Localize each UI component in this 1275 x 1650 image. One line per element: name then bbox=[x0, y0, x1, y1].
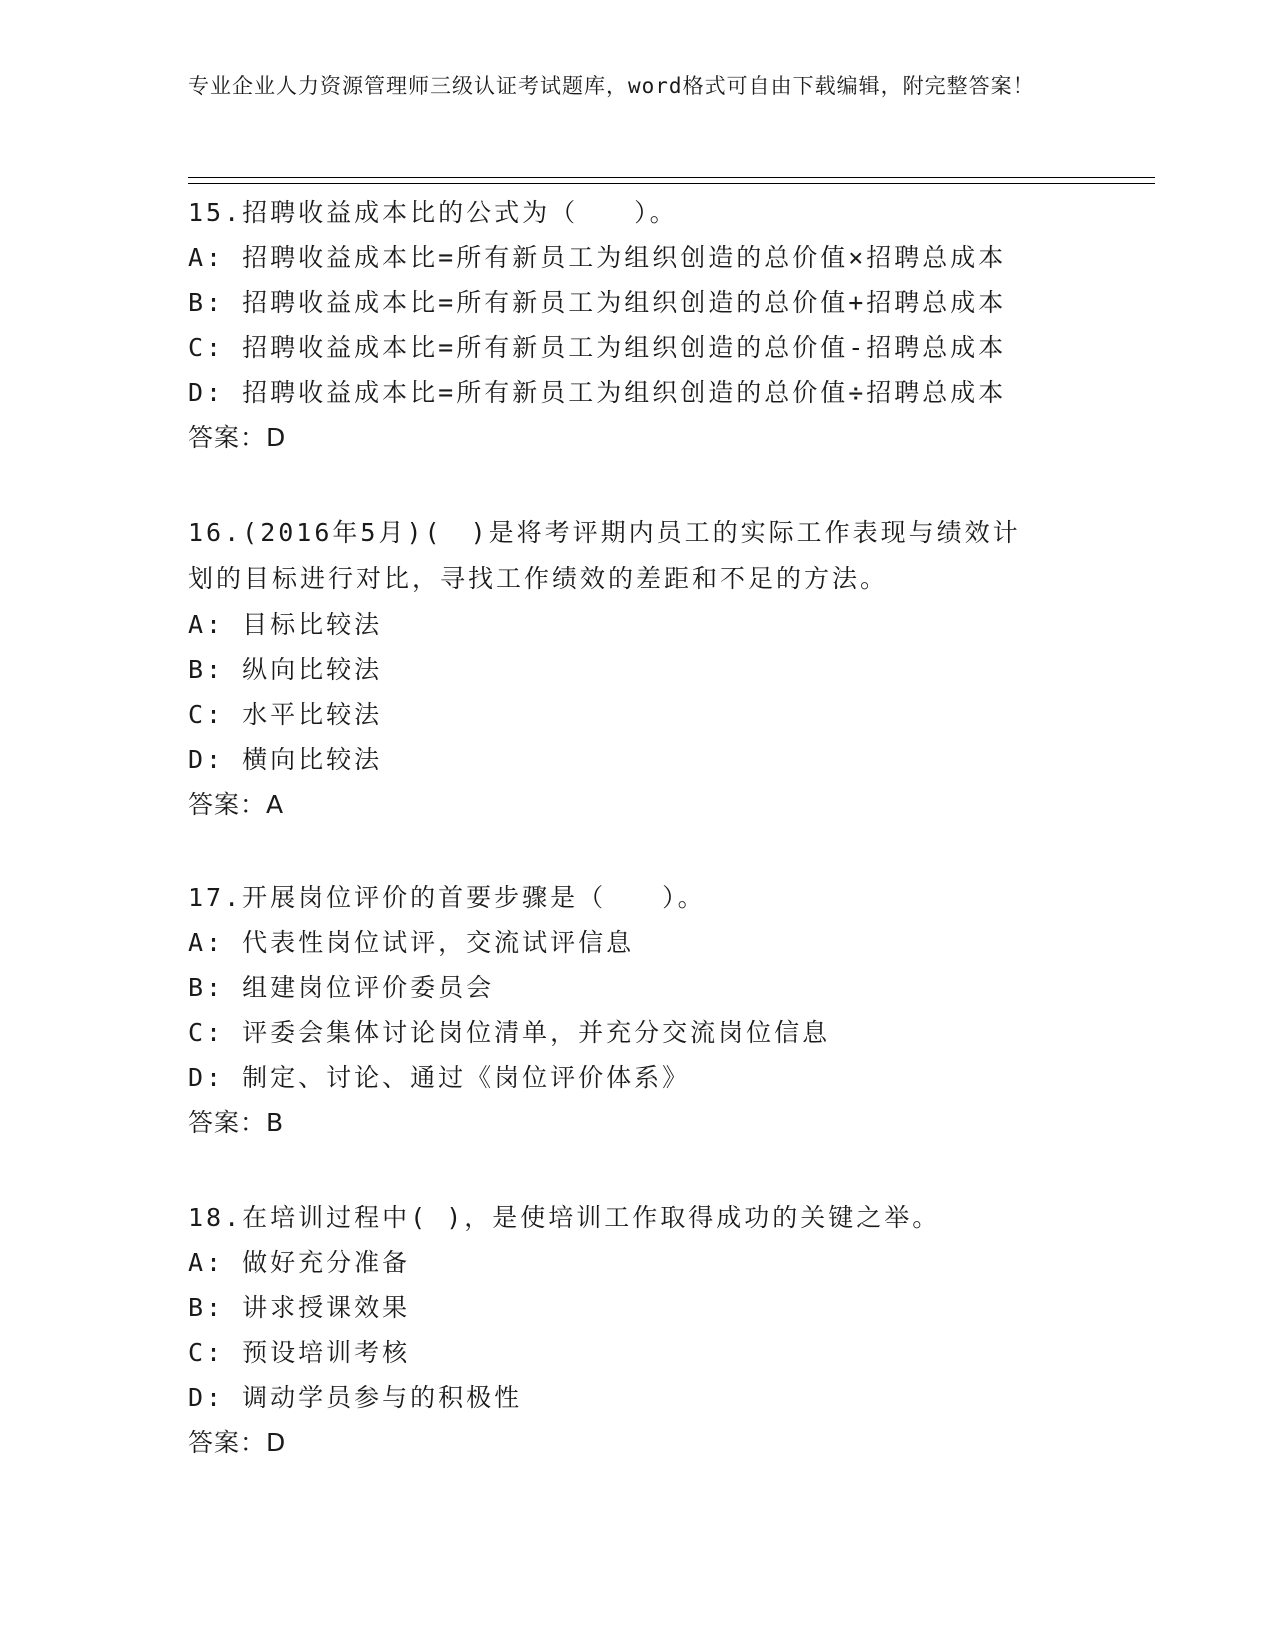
option-d: D: 制定、讨论、通过《岗位评价体系》 bbox=[188, 1063, 691, 1092]
question-stem: 15.招聘收益成本比的公式为（ ）。 bbox=[188, 198, 678, 227]
answer: 答案：D bbox=[188, 1428, 287, 1457]
option-b: B: 招聘收益成本比=所有新员工为组织创造的总价值+招聘总成本 bbox=[188, 288, 1007, 317]
answer: 答案：A bbox=[188, 790, 285, 819]
answer: 答案：B bbox=[188, 1108, 285, 1137]
document-header: 专业企业人力资源管理师三级认证考试题库，word格式可自由下载编辑，附完整答案！ bbox=[188, 74, 1035, 98]
header-divider-top bbox=[188, 177, 1155, 178]
option-a: A: 做好充分准备 bbox=[188, 1248, 411, 1277]
question-16 bbox=[188, 510, 1088, 828]
option-d: D: 招聘收益成本比=所有新员工为组织创造的总价值÷招聘总成本 bbox=[188, 378, 1007, 407]
option-b: B: 纵向比较法 bbox=[188, 655, 383, 684]
option-a: A: 招聘收益成本比=所有新员工为组织创造的总价值×招聘总成本 bbox=[188, 243, 1007, 272]
option-c: C: 评委会集体讨论岗位清单，并充分交流岗位信息 bbox=[188, 1018, 831, 1047]
question-stem: 16.(2016年5月)( )是将考评期内员工的实际工作表现与绩效计划的目标进行对比，寻找工作绩效的差距和不足的方法。 bbox=[188, 518, 1021, 593]
header-divider-bottom bbox=[188, 183, 1155, 184]
option-a: A: 目标比较法 bbox=[188, 610, 383, 639]
answer: 答案：D bbox=[188, 423, 287, 452]
question-18 bbox=[188, 1195, 1088, 1466]
option-c: C: 预设培训考核 bbox=[188, 1338, 411, 1367]
question-stem: 17.开展岗位评价的首要步骤是（ ）。 bbox=[188, 883, 706, 912]
question-stem: 18.在培训过程中( )，是使培训工作取得成功的关键之举。 bbox=[188, 1203, 941, 1232]
option-b: B: 组建岗位评价委员会 bbox=[188, 973, 495, 1002]
option-b: B: 讲求授课效果 bbox=[188, 1293, 411, 1322]
option-d: D: 横向比较法 bbox=[188, 745, 383, 774]
option-c: C: 水平比较法 bbox=[188, 700, 383, 729]
question-17 bbox=[188, 875, 1088, 1146]
option-a: A: 代表性岗位试评，交流试评信息 bbox=[188, 928, 635, 957]
question-15 bbox=[188, 190, 1088, 461]
option-d: D: 调动学员参与的积极性 bbox=[188, 1383, 523, 1412]
option-c: C: 招聘收益成本比=所有新员工为组织创造的总价值-招聘总成本 bbox=[188, 333, 1007, 362]
